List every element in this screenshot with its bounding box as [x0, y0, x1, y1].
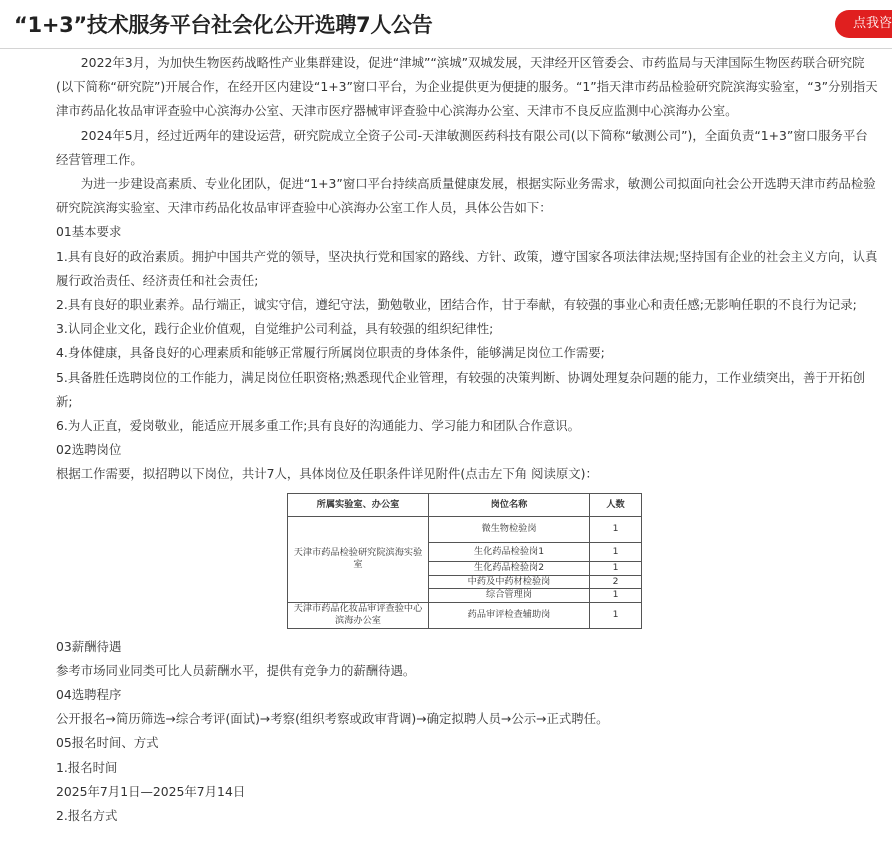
section-positions: 02选聘岗位	[56, 442, 122, 458]
section-procedure: 04选聘程序	[56, 687, 122, 703]
consult-button[interactable]: 点我咨	[835, 10, 892, 38]
count-cell: 1	[590, 516, 642, 542]
article-body	[56, 51, 880, 828]
position-cell: 生化药品检验岗2	[429, 561, 590, 575]
registration-time-value: 2025年7月1日—2025年7月14日	[56, 783, 246, 799]
table-row	[288, 602, 642, 628]
requirement-item: 6.为人正直，爱岗敬业，能适应开展多重工作;具有良好的沟通能力、学习能力和团队合作意识。	[56, 418, 581, 434]
count-cell: 1	[590, 602, 642, 628]
column-header-count: 人数	[590, 493, 642, 516]
positions-table-wrapper	[287, 493, 880, 629]
count-cell: 1	[590, 588, 642, 602]
position-cell: 综合管理岗	[429, 588, 590, 602]
department-cell: 天津市药品检验研究院滨海实验室	[288, 516, 429, 602]
registration-method-label: 2.报名方式	[56, 808, 118, 824]
column-header-department: 所属实验室、办公室	[288, 493, 429, 516]
requirement-item: 5.具备胜任选聘岗位的工作能力，满足岗位任职资格;熟悉现代企业管理，有较强的决策判断、协调处理复杂问题的能力，工作业绩突出，善于开拓创新;	[56, 369, 865, 409]
intro-paragraph-1: 2022年3月，为加快生物医药战略性产业集群建设，促进“津城”“滨城”双城发展，天津经开区管委会、市药监局与天津国际生物医药联合研究院(以下简称“研究院”)开展合作，在经开区内建设“1+3”窗口平台，为企业提供更为便捷的服务。“1”指天津市药品检验研究院滨海实验室，“3”分别指天津市药品化妆品审评查验中心滨海办公室、天津市医疗器械审评查验中心滨海办公室、天津市不良反应监测中心滨海办公室。	[56, 55, 878, 119]
position-cell: 药品审评检查辅助岗	[429, 602, 590, 628]
positions-table	[287, 493, 642, 629]
procedure-text: 公开报名→简历筛选→综合考评(面试)→考察(组织考察或政审背调)→确定拟聘人员→公示→正式聘任。	[56, 711, 609, 727]
section-salary: 03薪酬待遇	[56, 638, 122, 654]
department-cell: 天津市药品化妆品审评查验中心滨海办公室	[288, 602, 429, 628]
requirement-item: 1.具有良好的政治素质。拥护中国共产党的领导，坚决执行党和国家的路线、方针、政策，遵守国家各项法律法规;坚持国有企业的社会主义方向，认真履行政治责任、经济责任和社会责任;	[56, 248, 878, 288]
count-cell: 2	[590, 575, 642, 588]
page-header	[0, 0, 892, 49]
page-title: “1+3”技术服务平台社会化公开选聘7人公告	[14, 13, 433, 37]
salary-text: 参考市场同业同类可比人员薪酬水平，提供有竞争力的薪酬待遇。	[56, 662, 416, 678]
table-header-row	[288, 493, 642, 516]
table-row	[288, 516, 642, 542]
section-registration: 05报名时间、方式	[56, 735, 159, 751]
position-cell: 中药及中药材检验岗	[429, 575, 590, 588]
requirement-item: 3.认同企业文化，践行企业价值观，自觉维护公司利益，具有较强的组织纪律性;	[56, 321, 494, 337]
section-basic-requirements: 01基本要求	[56, 224, 122, 240]
position-cell: 生化药品检验岗1	[429, 542, 590, 561]
positions-intro: 根据工作需要，拟招聘以下岗位，共计7人，具体岗位及任职条件详见附件(点击左下角 阅读原文)：	[56, 466, 598, 482]
intro-paragraph-3: 为进一步建设高素质、专业化团队，促进“1+3”窗口平台持续高质量健康发展，根据实际业务需求，敏测公司拟面向社会公开选聘天津市药品检验研究院滨海实验室、天津市药品化妆品审评查验中心滨海办公室工作人员，具体公告如下：	[56, 176, 876, 216]
count-cell: 1	[590, 561, 642, 575]
requirement-item: 2.具有良好的职业素养。品行端正，诚实守信，遵纪守法，勤勉敬业，团结合作，甘于奉献，有较强的事业心和责任感;无影响任职的不良行为记录;	[56, 297, 857, 313]
registration-time-label: 1.报名时间	[56, 759, 118, 775]
column-header-position: 岗位名称	[429, 493, 590, 516]
intro-paragraph-2: 2024年5月，经过近两年的建设运营，研究院成立全资子公司-天津敏测医药科技有限公司(以下简称“敏测公司”)，全面负责“1+3”窗口服务平台经营管理工作。	[56, 127, 868, 167]
requirement-item: 4.身体健康，具备良好的心理素质和能够正常履行所属岗位职责的身体条件，能够满足岗位工作需要;	[56, 345, 605, 361]
count-cell: 1	[590, 542, 642, 561]
position-cell: 微生物检验岗	[429, 516, 590, 542]
